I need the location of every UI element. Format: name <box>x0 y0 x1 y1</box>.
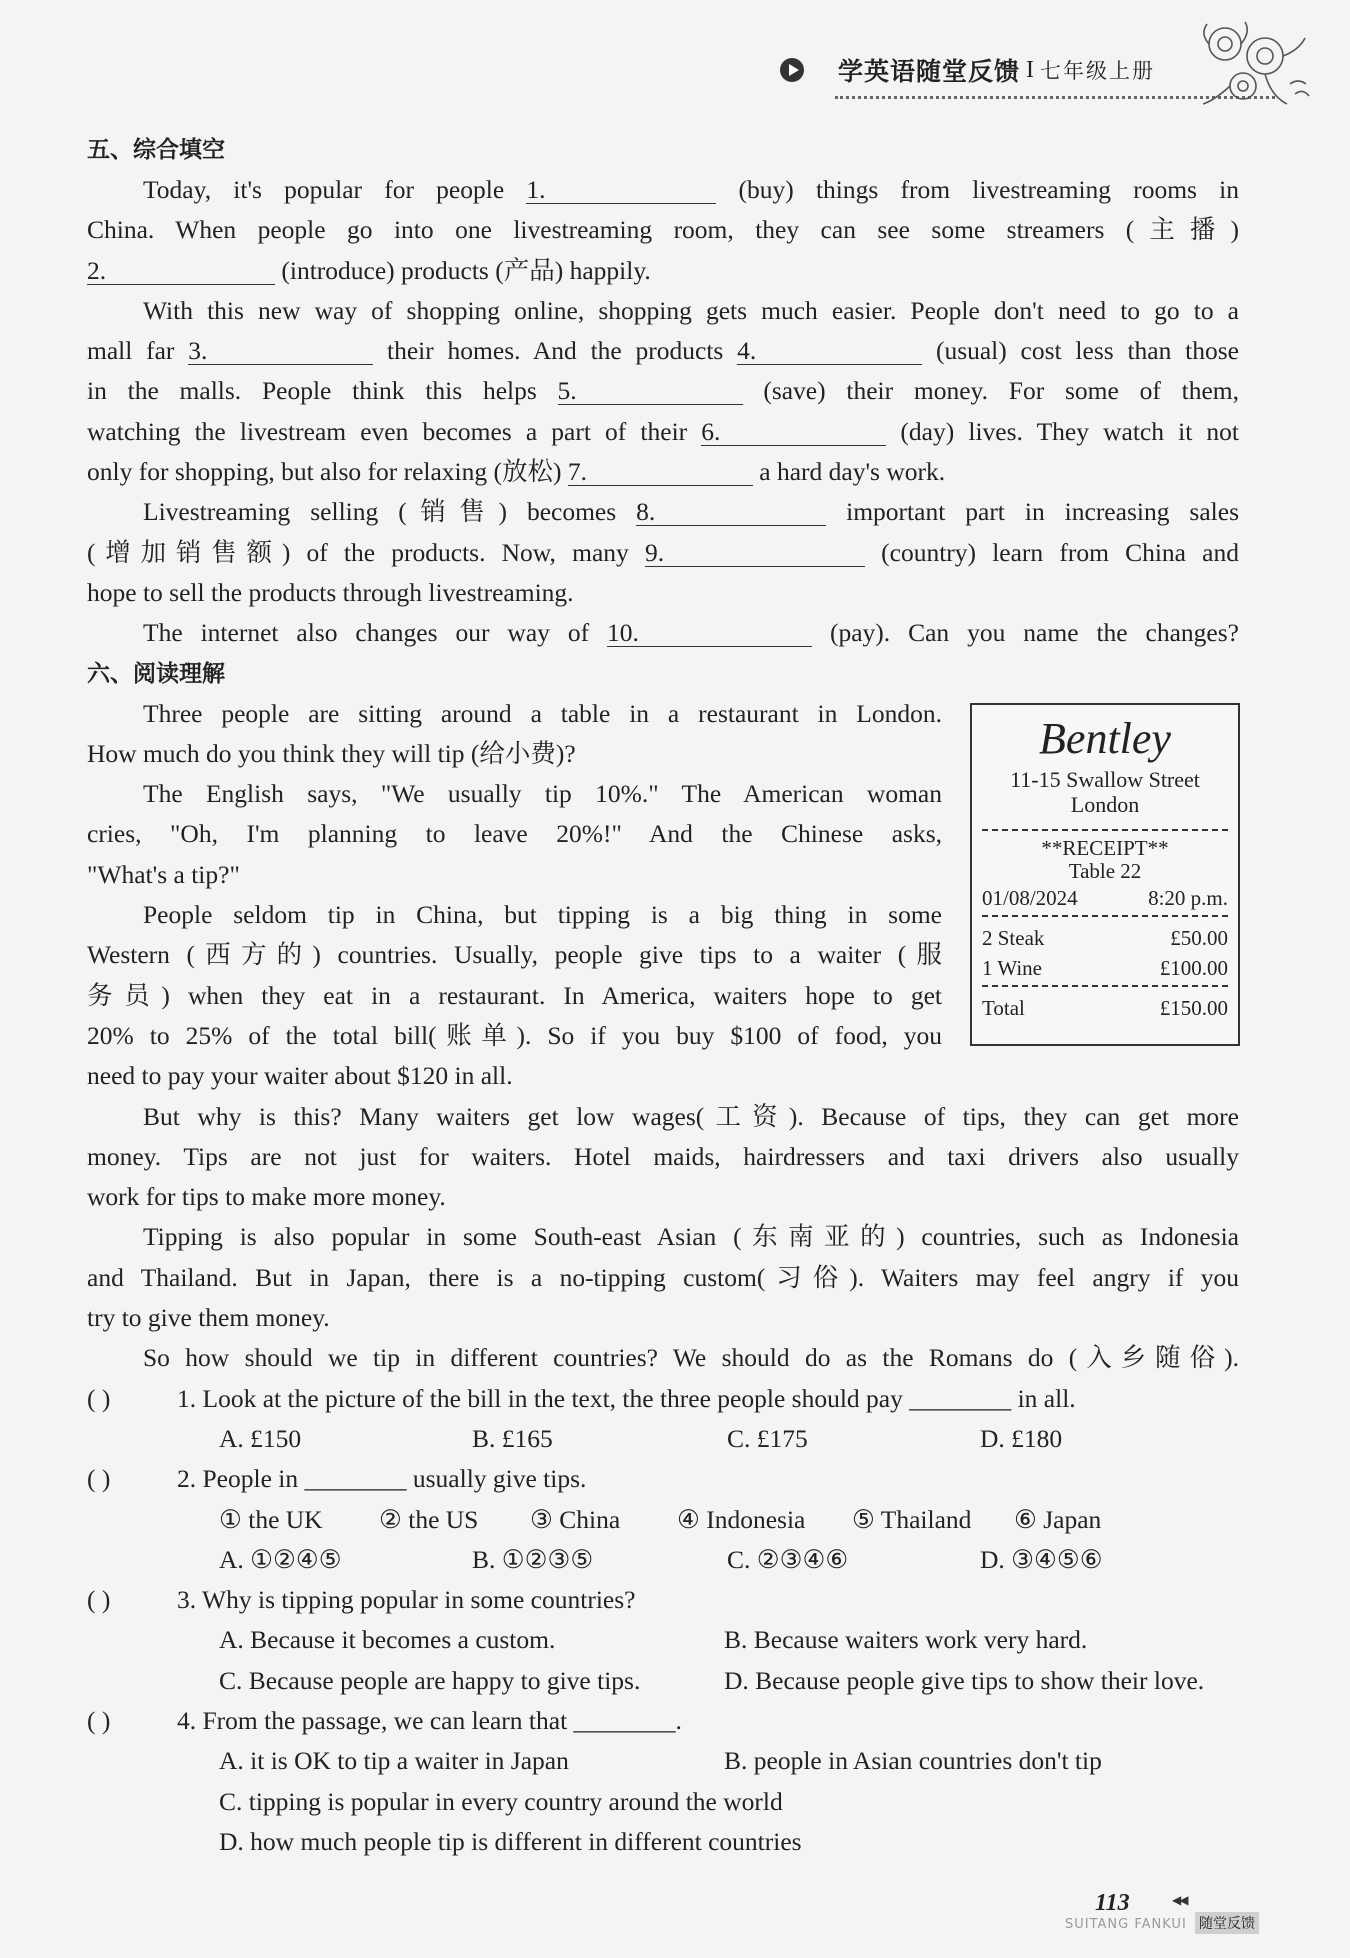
question-2-options <box>87 1540 1239 1580</box>
book-title: 学英语随堂反馈 <box>838 57 1021 86</box>
passage-line: Tipping is also popular in some South-east Asian (东南亚的) countries, such as Indonesia <box>143 1222 1239 1252</box>
option-b[interactable]: B. Because waiters work very hard. <box>724 1625 1088 1655</box>
question-3-options-row1 <box>87 1620 1239 1660</box>
play-icon <box>780 58 804 82</box>
passage-line: money. Tips are not just for waiters. Hotel maids, hairdressers and taxi drivers also usually <box>87 1141 1239 1171</box>
receipt-address-line-1: 11-15 Swallow Street <box>1010 767 1200 792</box>
blank-8[interactable]: 8. <box>636 495 826 526</box>
question-1-text: 1. Look at the picture of the bill in the text, the three people should pay ________ in all. <box>177 1383 1076 1413</box>
option-c[interactable]: C. Because people are happy to give tips. <box>219 1665 641 1695</box>
passage-line: 务员) when they eat in a restaurant. In America, waiters hope to get <box>87 980 942 1010</box>
question-2 <box>87 1459 1239 1499</box>
question-1-options <box>87 1419 1239 1459</box>
receipt-date: 01/08/2024 <box>982 886 1078 910</box>
question-2-text: 2. People in ________ usually give tips. <box>177 1464 587 1494</box>
cloze-line: watching the livestream even becomes a part of their 6. (day) lives. They watch it not <box>87 416 1239 446</box>
option-d[interactable]: D. how much people tip is different in different countries <box>219 1826 802 1856</box>
item-price: £50.00 <box>1170 926 1228 950</box>
item-name: 1 Wine <box>982 956 1043 980</box>
item-1: ① the UK <box>219 1504 323 1534</box>
header-separator: I <box>1026 56 1035 83</box>
blank-4[interactable]: 4. <box>737 334 922 365</box>
receipt-divider <box>982 915 1228 917</box>
passage-line: Three people are sitting around a table in a restaurant in London. <box>143 698 942 728</box>
page-header <box>780 52 1155 88</box>
restaurant-name: Bentley <box>1039 714 1171 763</box>
question-3-text: 3. Why is tipping popular in some countries? <box>177 1585 636 1615</box>
cloze-line: China. When people go into one livestreaming room, they can see some streamers (主播) <box>87 215 1239 245</box>
passage-line: How much do you think they will tip (给小费)? <box>87 738 576 768</box>
cloze-line: With this new way of shopping online, shopping gets much easier. People don't need to go to a <box>143 295 1239 325</box>
flower-decoration-icon <box>1195 14 1315 114</box>
section-6-heading: 六、阅读理解 <box>87 660 225 687</box>
question-2-items <box>87 1500 1239 1540</box>
option-a[interactable]: A. it is OK to tip a waiter in Japan <box>219 1746 569 1776</box>
cloze-line: (增加销售额) of the products. Now, many 9. (country) learn from China and <box>87 537 1239 567</box>
option-c[interactable]: C. £175 <box>727 1423 808 1453</box>
question-4-options-row3 <box>87 1822 1239 1862</box>
option-a[interactable]: A. Because it becomes a custom. <box>219 1625 556 1655</box>
option-d[interactable]: D. ③④⑤⑥ <box>980 1544 1103 1574</box>
receipt-label: **RECEIPT** <box>1041 836 1169 860</box>
receipt-datetime <box>972 883 1238 913</box>
question-4 <box>87 1701 1239 1741</box>
option-c[interactable]: C. ②③④⑥ <box>727 1544 849 1574</box>
cloze-line: only for shopping, but also for relaxing (放松) 7. a hard day's work. <box>87 457 946 487</box>
blank-6[interactable]: 6. <box>701 415 886 446</box>
option-d[interactable]: D. £180 <box>980 1423 1063 1453</box>
option-b[interactable]: B. £165 <box>472 1423 553 1453</box>
question-3-options-row2 <box>87 1661 1239 1701</box>
question-1 <box>87 1379 1239 1419</box>
passage-line: People seldom tip in China, but tipping is a big thing in some <box>143 900 942 930</box>
grade-label: 七年级上册 <box>1040 59 1156 83</box>
blank-7[interactable]: 7. <box>568 455 753 486</box>
footer-pinyin: SUITANG FANKUI <box>1065 1917 1187 1932</box>
blank-3[interactable]: 3. <box>188 334 373 365</box>
option-b[interactable]: B. ①②③⑤ <box>472 1544 594 1574</box>
item-4: ④ Indonesia <box>677 1504 806 1534</box>
option-b[interactable]: B. people in Asian countries don't tip <box>724 1746 1102 1776</box>
passage-line: try to give them money. <box>87 1303 330 1333</box>
passage-line: "What's a tip?" <box>87 859 240 889</box>
cloze-line: Livestreaming selling (销售) becomes 8. important part in increasing sales <box>143 497 1239 527</box>
passage-line: need to pay your waiter about $120 in all. <box>87 1061 513 1091</box>
item-3: ③ China <box>530 1504 621 1534</box>
blank-10[interactable]: 10. <box>607 616 812 647</box>
section-5-heading: 五、综合填空 <box>87 137 225 163</box>
item-6: ⑥ Japan <box>1014 1504 1102 1534</box>
receipt-total <box>972 993 1238 1023</box>
receipt-item <box>972 953 1238 983</box>
answer-bracket[interactable]: ( ) <box>87 1585 111 1615</box>
passage-line: But why is this? Many waiters get low wages(工资). Because of tips, they can get more <box>143 1101 1239 1131</box>
passage-line: and Thailand. But in Japan, there is a no-tipping custom(习俗). Waiters may feel angry if you <box>87 1262 1239 1292</box>
passage-line: Western (西方的) countries. Usually, people give tips to a waiter (服 <box>87 940 942 970</box>
receipt-divider <box>982 829 1228 831</box>
item-5: ⑤ Thailand <box>852 1504 972 1534</box>
blank-5[interactable]: 5. <box>558 374 743 405</box>
question-3 <box>87 1580 1239 1620</box>
receipt-image <box>970 703 1240 1046</box>
passage-line: work for tips to make more money. <box>87 1182 446 1212</box>
passage-line: So how should we tip in different countries? We should do as the Romans do (入乡随俗). <box>143 1343 1239 1373</box>
receipt-item <box>972 923 1238 953</box>
double-left-arrow-icon: ◀◀ <box>1172 1893 1187 1907</box>
passage-line: The English says, "We usually tip 10%." The American woman <box>143 779 942 809</box>
cloze-line: in the malls. People think this helps 5. (save) their money. For some of them, <box>87 376 1239 406</box>
question-4-options-row2 <box>87 1782 1239 1822</box>
total-label: Total <box>982 996 1025 1020</box>
receipt-table: Table 22 <box>1068 859 1142 883</box>
receipt-address-line-2: London <box>1070 792 1140 817</box>
item-2: ② the US <box>379 1504 479 1534</box>
blank-2[interactable]: 2. <box>87 254 275 285</box>
passage-line: 20% to 25% of the total bill(账单). So if you buy $100 of food, you <box>87 1020 942 1050</box>
cloze-line: hope to sell the products through livestreaming. <box>87 577 574 607</box>
passage-line: cries, "Oh, I'm planning to leave 20%!" And the Chinese asks, <box>87 819 942 849</box>
cloze-line: Today, it's popular for people 1. (buy) things from livestreaming rooms in <box>143 175 1239 204</box>
receipt-time: 8:20 p.m. <box>1148 886 1228 910</box>
blank-9[interactable]: 9. <box>645 536 865 567</box>
option-a[interactable]: A. ①②④⑤ <box>219 1544 342 1574</box>
answer-bracket[interactable]: ( ) <box>87 1383 111 1413</box>
option-a[interactable]: A. £150 <box>219 1423 302 1453</box>
footer-tag: 随堂反馈 <box>1195 1912 1259 1934</box>
cloze-line: 2. (introduce) products (产品) happily. <box>87 255 651 285</box>
option-c[interactable]: C. tipping is popular in every country around the world <box>219 1786 783 1816</box>
item-price: £100.00 <box>1159 956 1228 980</box>
blank-1[interactable]: 1. <box>526 173 716 204</box>
question-4-text: 4. From the passage, we can learn that ________. <box>177 1705 682 1735</box>
option-d[interactable]: D. Because people give tips to show their love. <box>724 1665 1205 1695</box>
cloze-line: mall far 3. their homes. And the products 4. (usual) cost less than those <box>87 336 1239 366</box>
answer-bracket[interactable]: ( ) <box>87 1464 111 1494</box>
cloze-line: The internet also changes our way of 10. (pay). Can you name the changes? <box>143 618 1239 648</box>
page-number: 113 <box>1095 1890 1130 1916</box>
receipt-divider <box>982 985 1228 987</box>
item-name: 2 Steak <box>982 926 1045 950</box>
total-value: £150.00 <box>1159 996 1228 1020</box>
answer-bracket[interactable]: ( ) <box>87 1705 111 1735</box>
question-4-options-row1 <box>87 1741 1239 1781</box>
